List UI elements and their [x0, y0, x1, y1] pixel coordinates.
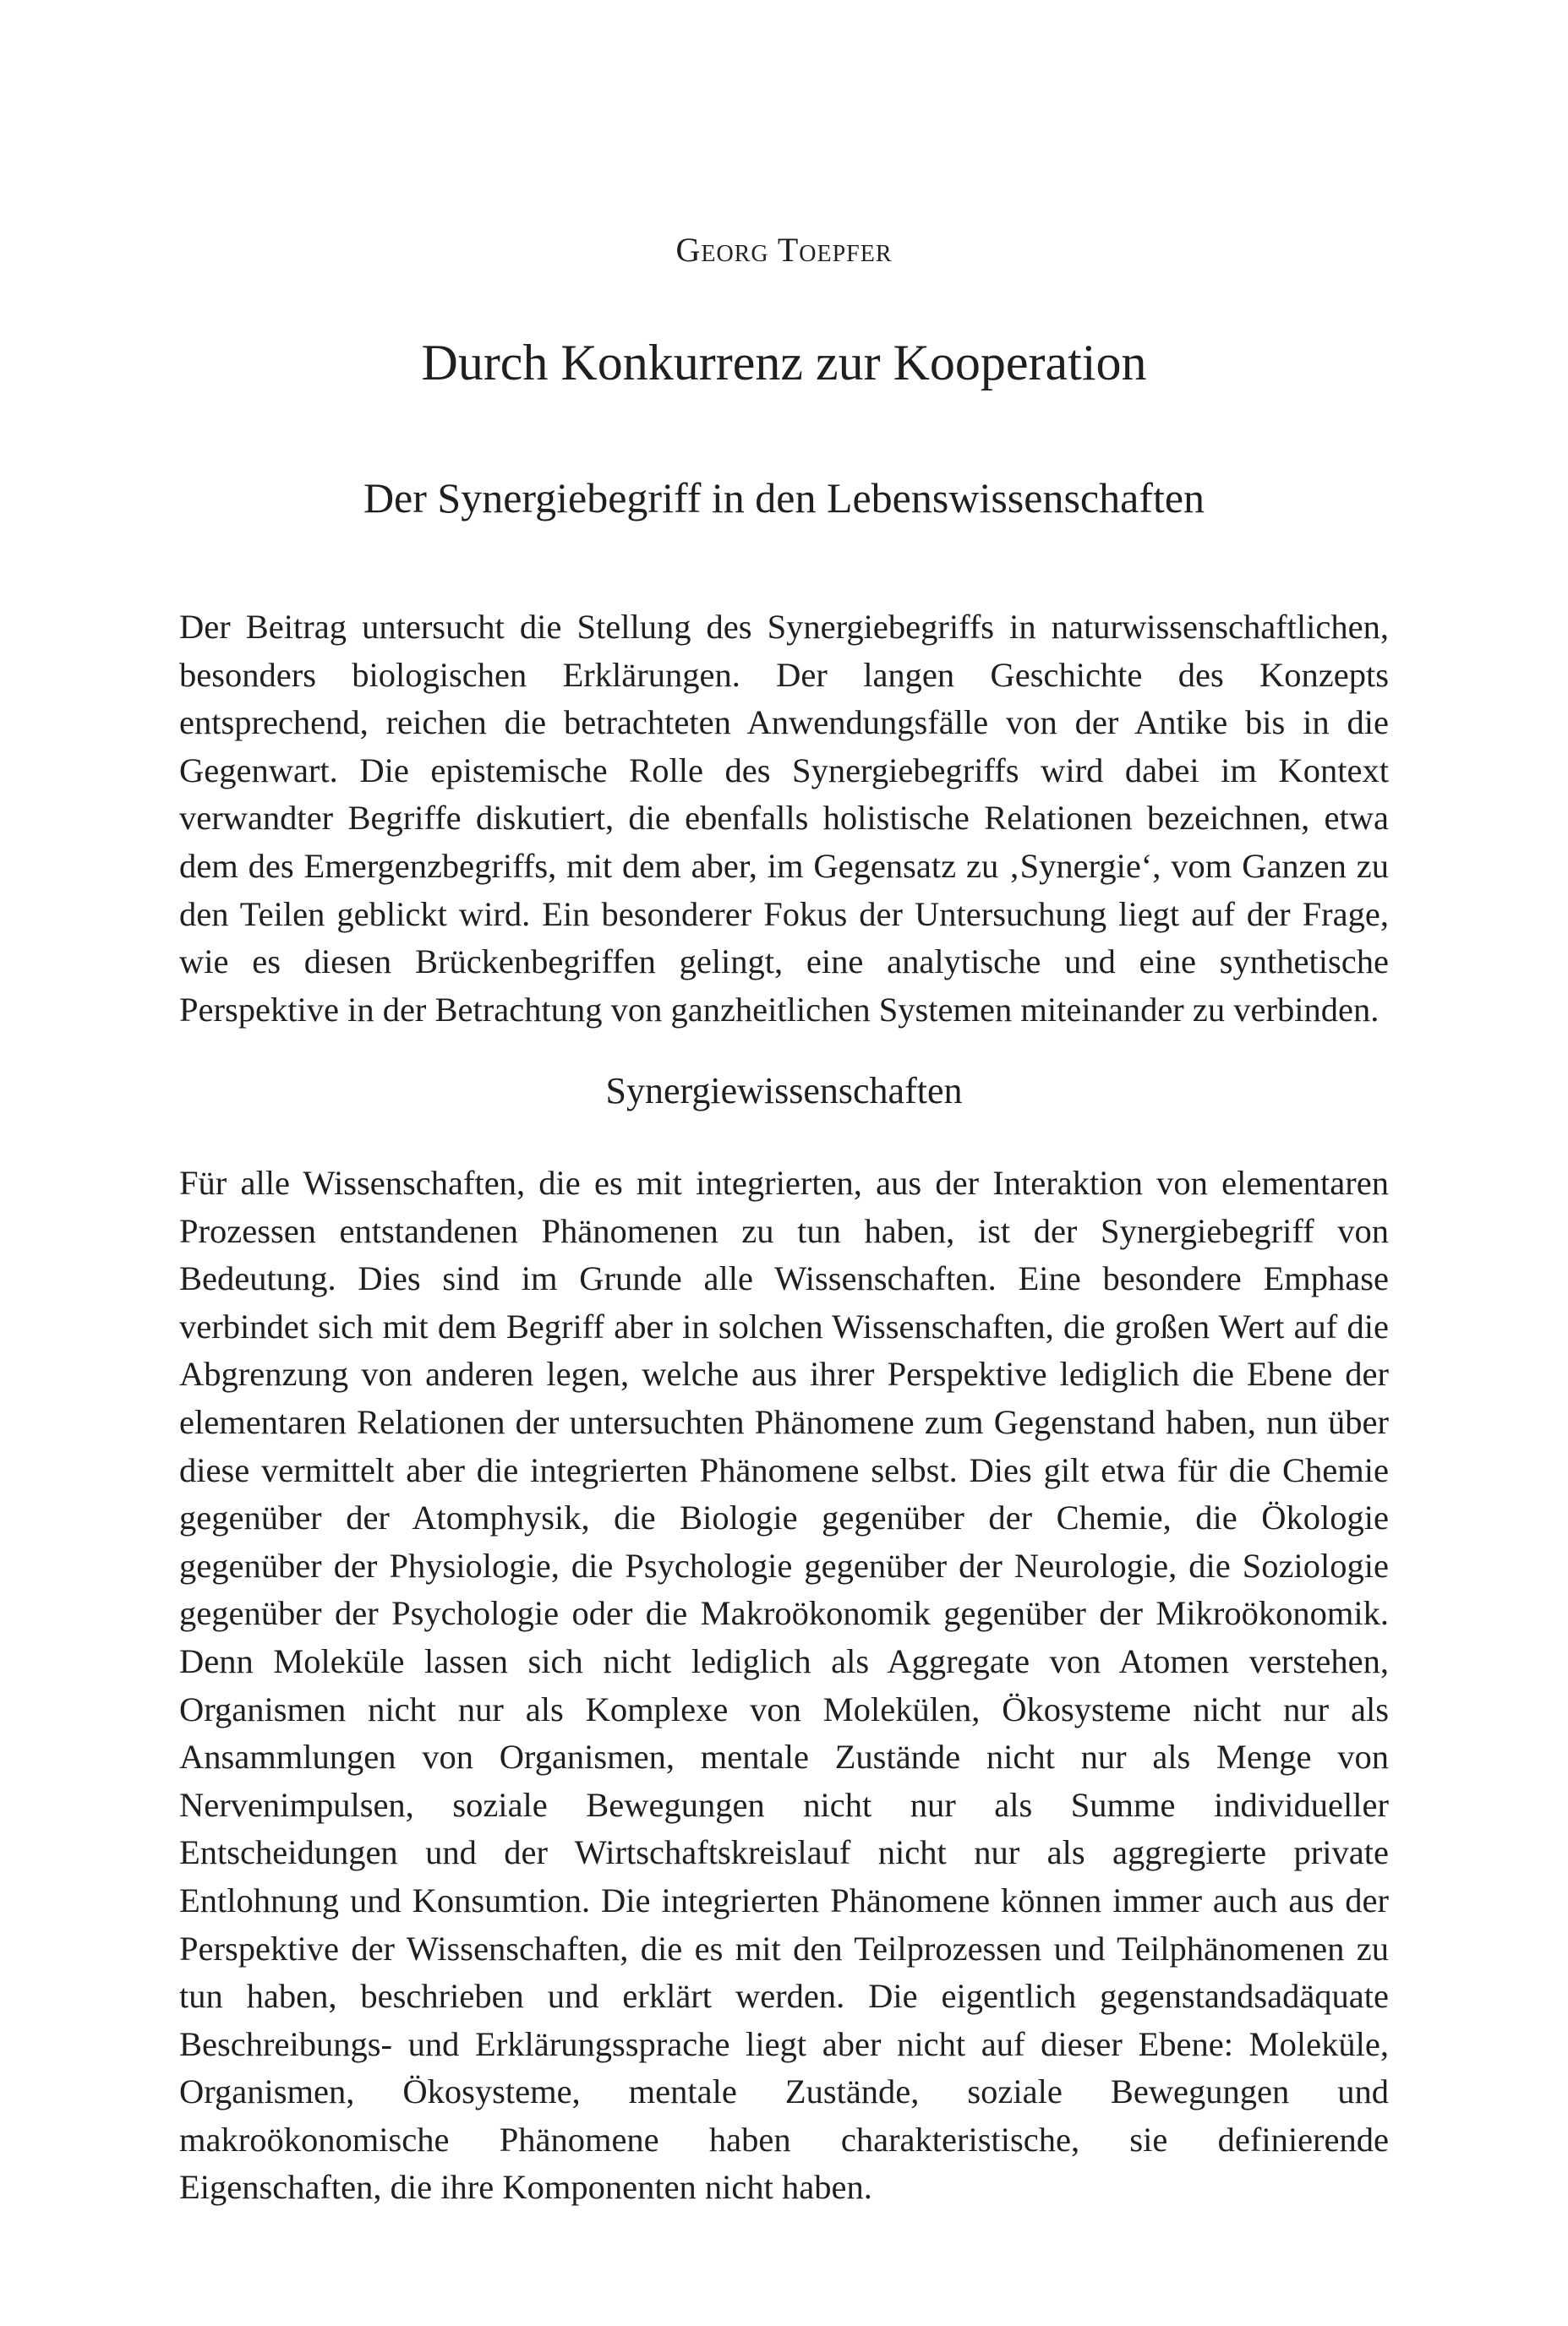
- section-heading: Synergiewissenschaften: [605, 1070, 963, 1111]
- article-subtitle: Der Synergiebegriff in den Lebenswissenschaften: [363, 474, 1205, 521]
- article-title: Durch Konkurrenz zur Kooperation: [421, 335, 1147, 390]
- body-paragraph: Für alle Wissenschaften, die es mit integrierten, aus der Interaktion von elementaren Prozessen entstandenen Phänomenen zu tun haben, ist der Synergiebegriff von Bedeutung. Dies sind im Grunde alle Wissenschaften. Eine besondere Emphase verbindet sich mit dem Begriff aber in solchen Wissenschaften, die großen Wert auf die Abgrenzung von anderen legen, welche aus ihrer Perspektive lediglich die Ebene der elementaren Relationen der untersuchten Phänomene zum Gegenstand haben, nun über diese vermittelt aber die integrierten Phänomene selbst. Dies gilt etwa für die Chemie gegenüber der Atomphysik, die Biologie gegenüber der Chemie, die Ökologie gegenüber der Physiologie, die Psychologie gegenüber der Neurologie, die Soziologie gegenüber der Psychologie oder die Makroökonomik gegenüber der Mikroökonomik. Denn Moleküle lassen sich nicht lediglich als Aggregate von Atomen verstehen, Organismen nicht nur als Komplexe von Molekülen, Ökosysteme nicht nur als Ansammlungen von Organismen, mentale Zustände nicht nur als Menge von Nervenimpulsen, soziale Bewegungen nicht nur als Summe individueller Entscheidungen und der Wirtschaftskreislauf nicht nur als aggregierte private Entlohnung und Konsumtion. Die integrierten Phänomene können immer auch aus der Perspektive der Wissenschaften, die es mit den Teilprozessen und Teilphänomenen zu tun haben, beschrieben und erklärt werden. Die eigentlich gegenstandsadäquate Beschreibungs- und Erklärungssprache liegt aber nicht auf dieser Ebene: Moleküle, Organismen, Ökosysteme, mentale Zustände, soziale Bewegungen und makroökonomische Phänomene haben charakteristische, sie definierende Eigenschaften, die ihre Komponenten nicht haben.: [179, 1164, 1389, 2207]
- abstract-paragraph: Der Beitrag untersucht die Stellung des Synergiebegriffs in naturwissenschaftlichen, besonders biologischen Erklärungen. Der langen Geschichte des Konzepts entsprechend, reichen die betrachteten Anwendungsfälle von der Antike bis in die Gegenwart. Die epistemische Rolle des Synergiebegriffs wird dabei im Kontext verwandter Begriffe diskutiert, die ebenfalls holistische Relationen bezeichnen, etwa dem des Emergenzbegriffs, mit dem aber, im Gegensatz zu ‚Synergie‘, vom Ganzen zu den Teilen geblickt wird. Ein besonderer Fokus der Untersuchung liegt auf der Frage, wie es diesen Brückenbegriffen gelingt, eine analytische und eine synthetische Perspektive in der Betrachtung von ganzheitlichen Systemen miteinander zu verbinden.: [179, 608, 1389, 1029]
- author-name: Georg Toepfer: [675, 231, 893, 269]
